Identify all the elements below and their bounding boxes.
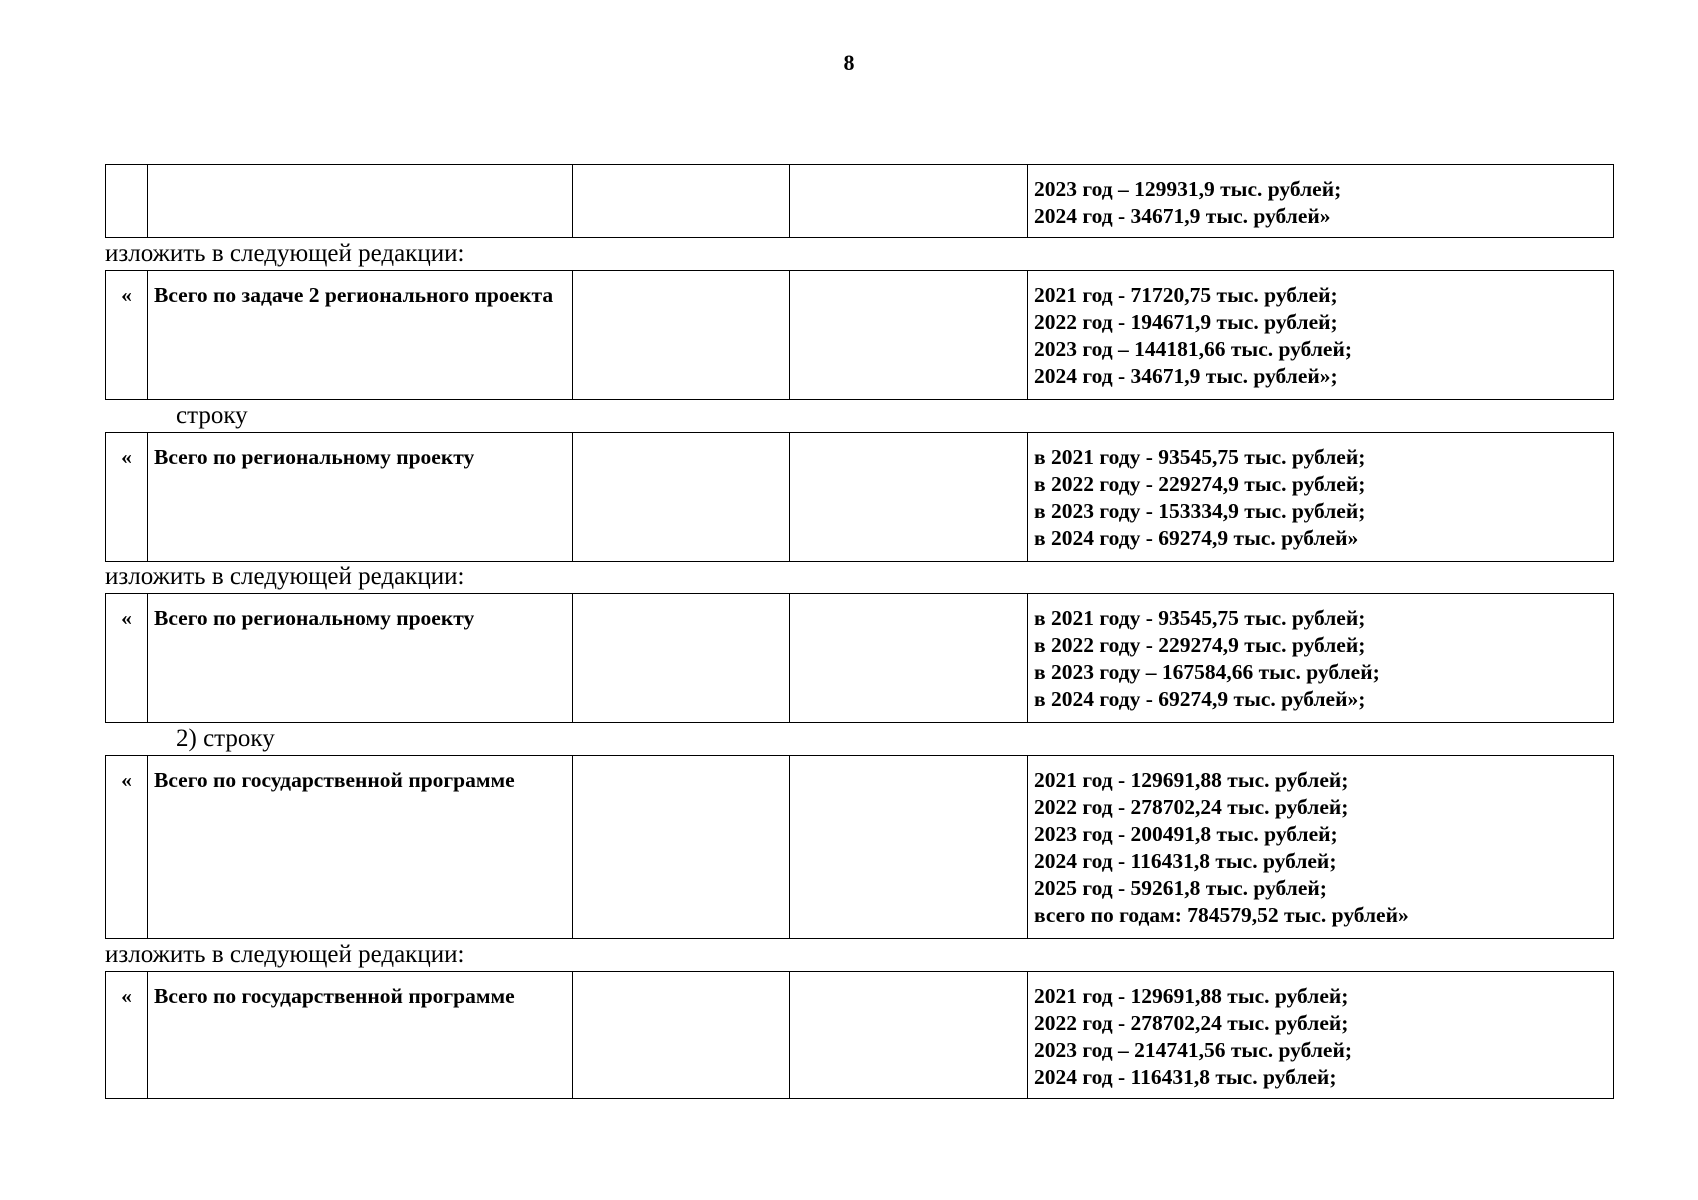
amount-line: 2023 год - 200491,8 тыс. рублей; bbox=[1034, 822, 1338, 846]
row-name-cell: Всего по региональному проекту bbox=[148, 433, 573, 562]
table-row bbox=[106, 165, 1614, 238]
amount-line: 2023 год – 129931,9 тыс. рублей; bbox=[1034, 177, 1342, 201]
amount-line: в 2021 году - 93545,75 тыс. рублей; bbox=[1034, 606, 1366, 630]
empty-cell bbox=[790, 594, 1028, 723]
row-name-cell: Всего по государственной программе bbox=[148, 756, 573, 939]
amount-table bbox=[105, 432, 1614, 562]
empty-cell bbox=[790, 756, 1028, 939]
amounts-cell bbox=[1028, 165, 1614, 238]
empty-cell bbox=[573, 972, 790, 1099]
empty-cell bbox=[573, 594, 790, 723]
row-name-cell: Всего по государственной программе bbox=[148, 972, 573, 1099]
amount-line: в 2023 году - 153334,9 тыс. рублей; bbox=[1034, 499, 1366, 523]
amount-line: 2023 год – 214741,56 тыс. рублей; bbox=[1034, 1038, 1353, 1062]
amounts-cell bbox=[1028, 433, 1614, 562]
amount-line: 2024 год - 34671,9 тыс. рублей»; bbox=[1034, 364, 1338, 388]
amount-line: 2024 год - 116431,8 тыс. рублей; bbox=[1034, 1065, 1337, 1089]
amount-line: в 2023 году – 167584,66 тыс. рублей; bbox=[1034, 660, 1380, 684]
quote-cell: « bbox=[106, 271, 148, 400]
amounts-cell bbox=[1028, 756, 1614, 939]
amounts-cell bbox=[1028, 972, 1614, 1099]
amount-line: 2025 год - 59261,8 тыс. рублей; bbox=[1034, 876, 1327, 900]
empty-cell bbox=[790, 433, 1028, 562]
amount-table bbox=[105, 971, 1614, 1099]
amount-table bbox=[105, 270, 1614, 400]
amount-line: 2022 год - 278702,24 тыс. рублей; bbox=[1034, 795, 1349, 819]
section-caption: изложить в следующей редакции: bbox=[105, 240, 465, 267]
quote-cell: « bbox=[106, 972, 148, 1099]
quote-cell: « bbox=[106, 756, 148, 939]
empty-cell bbox=[573, 433, 790, 562]
amount-line: в 2021 году - 93545,75 тыс. рублей; bbox=[1034, 445, 1366, 469]
table-row bbox=[106, 594, 1614, 723]
empty-cell bbox=[573, 271, 790, 400]
table-row bbox=[106, 756, 1614, 939]
amount-line: в 2024 году - 69274,9 тыс. рублей» bbox=[1034, 526, 1359, 550]
table-row bbox=[106, 972, 1614, 1099]
amount-line: 2024 год - 34671,9 тыс. рублей» bbox=[1034, 204, 1331, 228]
quote-cell: « bbox=[106, 594, 148, 723]
section-caption: строку bbox=[176, 402, 248, 429]
row-name-cell: Всего по задаче 2 регионального проекта bbox=[148, 271, 573, 400]
amount-line: всего по годам: 784579,52 тыс. рублей» bbox=[1034, 903, 1409, 927]
amount-line: в 2024 году - 69274,9 тыс. рублей»; bbox=[1034, 687, 1366, 711]
empty-cell bbox=[573, 756, 790, 939]
section-caption: 2) строку bbox=[176, 725, 275, 752]
amount-line: 2022 год - 278702,24 тыс. рублей; bbox=[1034, 1011, 1349, 1035]
section-caption: изложить в следующей редакции: bbox=[105, 563, 465, 590]
amount-line: 2021 год - 71720,75 тыс. рублей; bbox=[1034, 283, 1338, 307]
amount-line: 2023 год – 144181,66 тыс. рублей; bbox=[1034, 337, 1353, 361]
row-name-cell: Всего по региональному проекту bbox=[148, 594, 573, 723]
amount-table bbox=[105, 755, 1614, 939]
section-caption: изложить в следующей редакции: bbox=[105, 941, 465, 968]
row-name-cell bbox=[148, 165, 573, 238]
table-row bbox=[106, 271, 1614, 400]
empty-cell bbox=[790, 165, 1028, 238]
amount-line: в 2022 году - 229274,9 тыс. рублей; bbox=[1034, 633, 1366, 657]
quote-cell bbox=[106, 165, 148, 238]
amounts-cell bbox=[1028, 594, 1614, 723]
amount-line: 2024 год - 116431,8 тыс. рублей; bbox=[1034, 849, 1337, 873]
empty-cell bbox=[790, 271, 1028, 400]
amount-line: 2022 год - 194671,9 тыс. рублей; bbox=[1034, 310, 1338, 334]
amount-line: 2021 год - 129691,88 тыс. рублей; bbox=[1034, 768, 1349, 792]
amount-table bbox=[105, 593, 1614, 723]
quote-cell: « bbox=[106, 433, 148, 562]
empty-cell bbox=[790, 972, 1028, 1099]
empty-cell bbox=[573, 165, 790, 238]
page-number: 8 bbox=[843, 50, 855, 75]
amounts-cell bbox=[1028, 271, 1614, 400]
amount-line: 2021 год - 129691,88 тыс. рублей; bbox=[1034, 984, 1349, 1008]
amount-table bbox=[105, 164, 1614, 238]
amount-line: в 2022 году - 229274,9 тыс. рублей; bbox=[1034, 472, 1366, 496]
table-row bbox=[106, 433, 1614, 562]
